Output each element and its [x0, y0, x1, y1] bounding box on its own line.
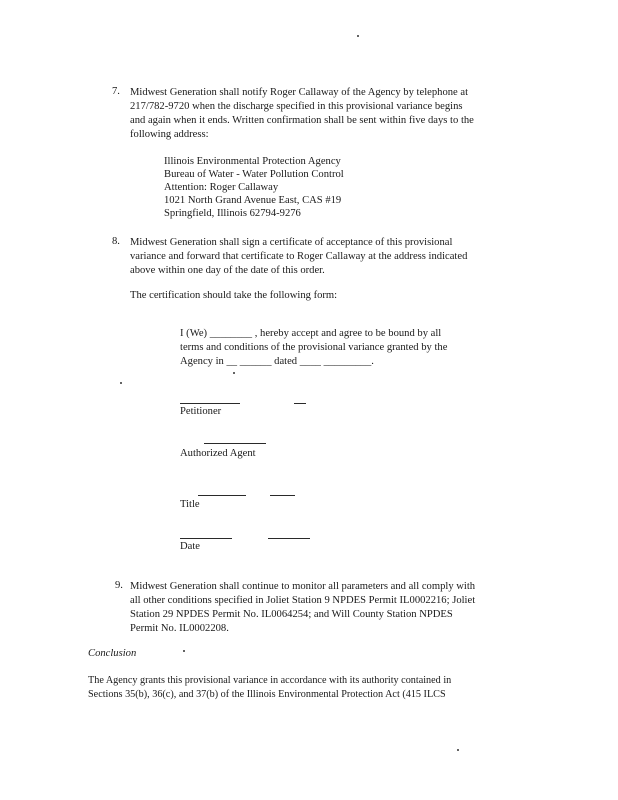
date-signature-line [268, 538, 310, 539]
item-8-line: variance and forward that certificate to Roger Callaway at the address indicated [130, 251, 468, 262]
title-signature-line [270, 495, 295, 496]
title-signature-line [198, 495, 246, 496]
scan-speck [233, 372, 235, 374]
item-7-line: following address: [130, 129, 209, 140]
certification-line: terms and conditions of the provisional variance granted by the [180, 342, 448, 353]
item-7-line: 217/782-9720 when the discharge specified in this provisional variance begins [130, 101, 463, 112]
address-line: Attention: Roger Callaway [164, 182, 279, 193]
authorized-agent-label: Authorized Agent [180, 448, 256, 459]
item-7-number: 7. [112, 86, 120, 97]
certification-line: Agency in __ ______ dated ____ _________. [180, 356, 374, 367]
address-line: 1021 North Grand Avenue East, CAS #19 [164, 195, 342, 206]
item-8-number: 8. [112, 236, 120, 247]
petitioner-signature-line [180, 403, 240, 404]
item-9-line: all other conditions specified in Joliet Station 9 NPDES Permit IL0002216; Joliet [130, 595, 476, 606]
conclusion-line: The Agency grants this provisional variance in accordance with its authority contained in [88, 675, 452, 686]
conclusion-line: Sections 35(b), 36(c), and 37(b) of the Illinois Environmental Protection Act (415 ILCS [88, 689, 446, 700]
scan-speck [120, 382, 122, 384]
agent-signature-line [204, 443, 266, 444]
scan-speck [457, 749, 459, 751]
item-9-line: Midwest Generation shall continue to monitor all parameters and all comply with [130, 581, 476, 592]
petitioner-label: Petitioner [180, 406, 222, 417]
item-9-line: Permit No. IL0002208. [130, 623, 229, 634]
item-8-line: Midwest Generation shall sign a certificate of acceptance of this provisional [130, 237, 453, 248]
title-label: Title [180, 499, 200, 510]
item-7-line: and again when it ends. Written confirmation shall be sent within five days to the [130, 115, 474, 126]
item-9-number: 9. [115, 580, 123, 591]
item-9-line: Station 29 NPDES Permit No. IL0064254; and Will County Station NPDES [130, 609, 453, 620]
item-7-line: Midwest Generation shall notify Roger Callaway of the Agency by telephone at [130, 87, 469, 98]
item-8-line: above within one day of the date of this order. [130, 265, 325, 276]
date-signature-line [180, 538, 232, 539]
date-label: Date [180, 541, 200, 552]
address-line: Illinois Environmental Protection Agency [164, 156, 341, 167]
scan-speck [183, 650, 185, 652]
address-line: Bureau of Water - Water Pollution Control [164, 169, 344, 180]
conclusion-heading: Conclusion [88, 648, 137, 659]
scan-speck [357, 35, 359, 37]
address-line: Springfield, Illinois 62794-9276 [164, 208, 301, 219]
form-intro: The certification should take the following form: [130, 290, 338, 301]
petitioner-signature-line [294, 403, 306, 404]
certification-line: I (We) ________ , hereby accept and agree to be bound by all [180, 328, 442, 339]
